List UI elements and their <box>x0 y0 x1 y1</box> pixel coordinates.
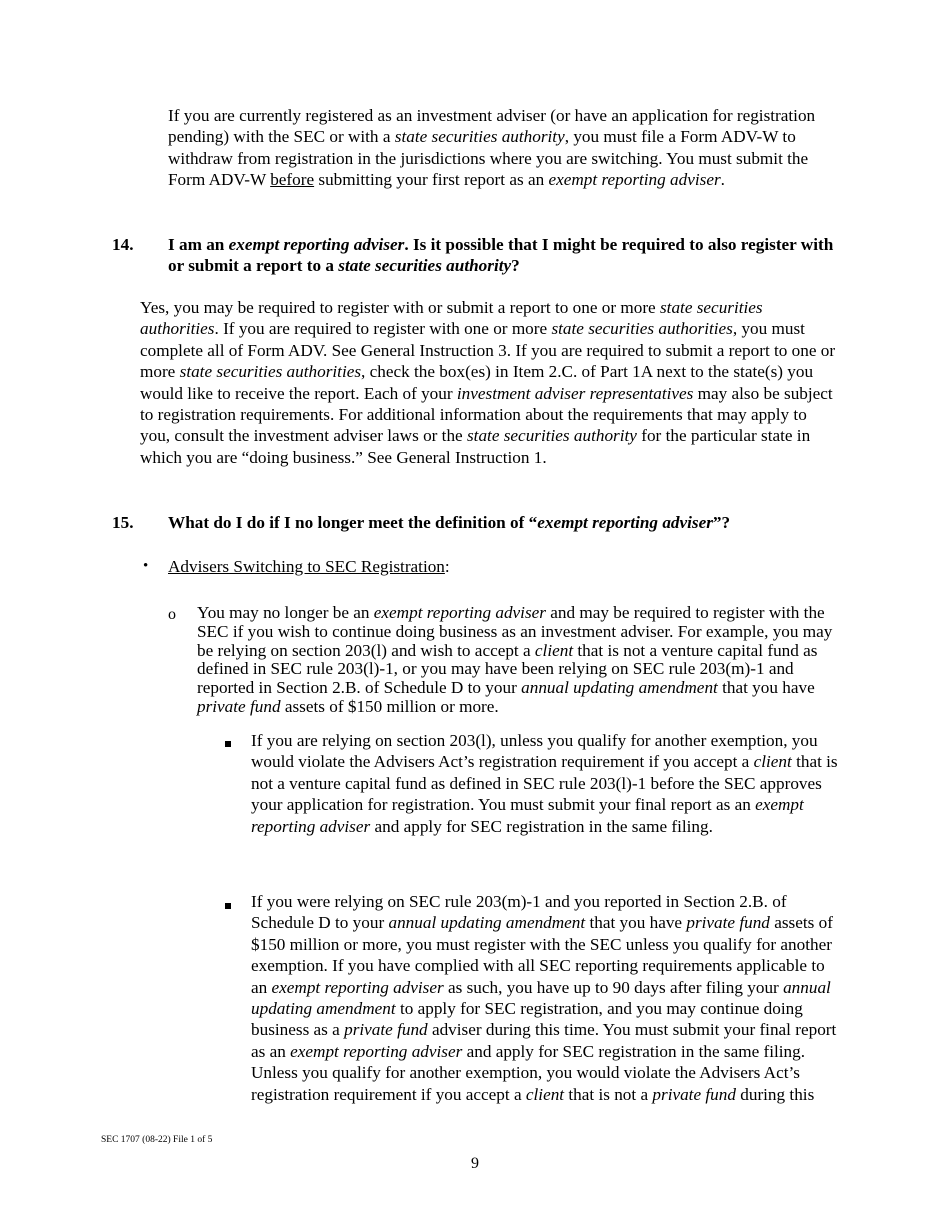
square-bullet-icon <box>225 903 231 909</box>
bullet-icon: • <box>143 558 149 574</box>
answer-14-paragraph: Yes, you may be required to register with or submit a report to one or more state securities authorities. If you are required to register with one or more state securities authorities, you must complete all of Form ADV. See General Instruction 3. If you are required to submit a report to one or more state securities authorities, check the box(es) in Item 2.C. of Part 1A next to the state(s) you would like to receive the report. Each of your investment adviser representatives may also be subject to registration requirements. For additional information about the requirements that may apply to you, consult the investment adviser laws or the state securities authority for the particular state in which you are “doing business.” See General Instruction 1. <box>140 298 836 467</box>
square-bullet-icon <box>225 741 231 747</box>
question-14-number: 14. <box>112 235 134 254</box>
intro-paragraph: If you are currently registered as an investment adviser (or have an application for registration pending) with the SEC or with a state securities authority, you must file a Form ADV-W to withdraw from registration in the jurisdictions where you are switching. You must submit the Form ADV-W before submitting your first report as an exempt reporting adviser. <box>168 106 816 190</box>
question-14-heading: I am an exempt reporting adviser. Is it possible that I might be required to also register with or submit a report to a state securities authority? <box>168 235 834 276</box>
sub-bullet-paragraph: You may no longer be an exempt reporting adviser and may be required to register with the SEC if you wish to continue doing business as an investment adviser. For example, you may be relying on section 203(l) and wish to accept a client that is not a venture capital fund as defined in SEC rule 203(l)-1, or you may have been relying on SEC rule 203(m)-1 and reported in Section 2.B. of Schedule D to your annual updating amendment that you have private fund assets of $150 million or more. <box>197 603 833 716</box>
form-identifier: SEC 1707 (08-22) File 1 of 5 <box>101 1135 213 1145</box>
question-15-number: 15. <box>112 513 134 532</box>
circle-bullet-icon: o <box>168 606 176 623</box>
square-bullet-paragraph-2: If you were relying on SEC rule 203(m)-1 and you reported in Section 2.B. of Schedule D to your annual updating amendment that you have private fund assets of $150 million or more, you must register with the SEC unless you qualify for another exemption. If you have complied with all SEC reporting requirements applicable to an exempt reporting adviser as such, you have up to 90 days after filing your annual updating amendment to apply for SEC registration, and you may continue doing business as a private fund adviser during this time. You must submit your final report as an exempt reporting adviser and apply for SEC registration in the same filing. Unless you qualify for another exemption, you would violate the Advisers Act’s registration requirement if you accept a client that is not a private fund during this <box>251 892 837 1104</box>
bullet-heading: Advisers Switching to SEC Registration: <box>168 557 450 576</box>
question-15-heading: What do I do if I no longer meet the definition of “exempt reporting adviser”? <box>168 513 731 532</box>
page-number: 9 <box>471 1155 479 1172</box>
square-bullet-paragraph-1: If you are relying on section 203(l), unless you qualify for another exemption, you would violate the Advisers Act’s registration requirement if you accept a client that is not a venture capital fund as defined in SEC rule 203(l)-1 before the SEC approves your application for registration. You must submit your final report as an exempt reporting adviser and apply for SEC registration in the same filing. <box>251 731 838 836</box>
